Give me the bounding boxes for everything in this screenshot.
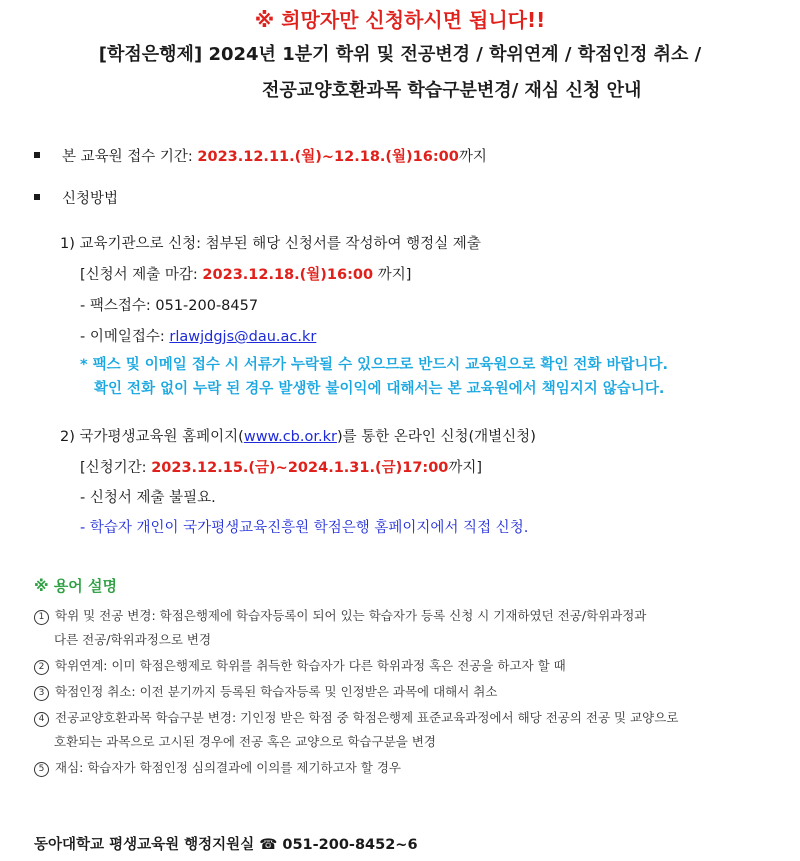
- email-prefix: - 이메일접수:: [80, 329, 170, 345]
- fax-number: - 팩스접수: 051-200-8457: [80, 298, 259, 314]
- term-item: [34, 606, 646, 625]
- term-item-continuation: 다른 전공/학위과정으로 변경: [54, 632, 212, 647]
- term-text: 재심: 학습자가 학점인정 심의결과에 이의를 제기하고자 할 경우: [55, 760, 401, 775]
- warning-line-2: 확인 전화 없이 누락 된 경우 발생한 불이익에 대해서는 본 교육원에서 책임지지 않습니다.: [94, 381, 665, 397]
- circled-number: 5: [34, 762, 49, 777]
- term-text: 학점인정 취소: 이전 분기까지 등록된 학습자등록 및 인정받은 과목에 대해서 취소: [55, 684, 498, 699]
- warning-line-1: * 팩스 및 이메일 접수 시 서류가 누락될 수 있으므로 반드시 교육원으로 확인 전화 바랍니다.: [80, 357, 669, 373]
- method-label: 신청방법: [62, 191, 119, 207]
- option2-prefix: 2) 국가평생교육원 홈페이지(: [60, 429, 244, 445]
- footer-contact: [34, 833, 418, 854]
- circled-number: 3: [34, 686, 49, 701]
- email-row: [80, 325, 316, 346]
- deadline-prefix: [신청서 제출 마감:: [80, 267, 203, 283]
- period2-dates: 2023.12.15.(금)~2024.1.31.(금)17:00: [151, 460, 449, 476]
- bullet-icon: [34, 194, 40, 200]
- email-link[interactable]: rlawjdgjs@dau.ac.kr: [169, 329, 317, 345]
- terms-heading: ※ 용어 설명: [34, 577, 117, 595]
- option1-title: 1) 교육기관으로 신청: 첨부된 해당 신청서를 작성하여 행정실 제출: [60, 236, 481, 252]
- term-text: 전공교양호환과목 학습구분 변경: 기인정 받은 학점 중 학점은행제 표준교육과정에서 해당 전공의 전공 및 교양으로: [55, 710, 679, 725]
- circled-number: 1: [34, 610, 49, 625]
- notice-heading: ※ 희망자만 신청하시면 됩니다!!: [254, 8, 546, 32]
- website-link[interactable]: www.cb.or.kr: [243, 429, 337, 445]
- term-item: [34, 708, 678, 727]
- deadline-date: 2023.12.18.(월)16:00: [202, 267, 374, 283]
- footer-phone: 051-200-8452~6: [282, 837, 418, 853]
- term-item-continuation: 호환되는 과목으로 고시된 경우에 전공 혹은 교양으로 학습구분을 변경: [54, 734, 436, 749]
- title-line-2: 전공교양호환과목 학습구분변경/ 재심 신청 안내: [262, 80, 642, 101]
- circled-number: 2: [34, 660, 49, 675]
- period2-suffix: 까지]: [448, 460, 483, 476]
- option2-title: [60, 425, 536, 446]
- period2-prefix: [신청기간:: [80, 460, 152, 476]
- footer-office: 동아대학교 평생교육원 행정지원실: [34, 837, 260, 853]
- circled-number: 4: [34, 712, 49, 727]
- option2-note-2: - 학습자 개인이 국가평생교육진흥원 학점은행 홈페이지에서 직접 신청.: [80, 520, 529, 536]
- bullet-icon: [34, 152, 40, 158]
- deadline-suffix: 까지]: [373, 267, 412, 283]
- period-suffix: 까지: [458, 149, 487, 165]
- term-item: [34, 682, 497, 701]
- term-text: 학위연계: 이미 학점은행제로 학위를 취득한 학습자가 다른 학위과정 혹은 전공을 하고자 할 때: [55, 658, 566, 673]
- phone-icon: ☎: [259, 837, 278, 853]
- term-item: [34, 758, 401, 777]
- title-line-1: [학점은행제] 2024년 1분기 학위 및 전공변경 / 학위연계 / 학점인정 취소 /: [98, 44, 702, 65]
- period-label: 본 교육원 접수 기간:: [62, 149, 198, 165]
- term-text: 학위 및 전공 변경: 학점은행제에 학습자등록이 되어 있는 학습자가 등록 신청 시 기재하였던 전공/학위과정과: [55, 608, 647, 623]
- term-item: [34, 656, 566, 675]
- option2-period: [80, 456, 482, 477]
- option1-deadline: [80, 263, 411, 284]
- option2-note-1: - 신청서 제출 불필요.: [80, 490, 216, 506]
- option2-suffix: )를 통한 온라인 신청(개별신청): [336, 429, 536, 445]
- application-period: [62, 145, 487, 166]
- period-dates: 2023.12.11.(월)~12.18.(월)16:00: [197, 149, 459, 165]
